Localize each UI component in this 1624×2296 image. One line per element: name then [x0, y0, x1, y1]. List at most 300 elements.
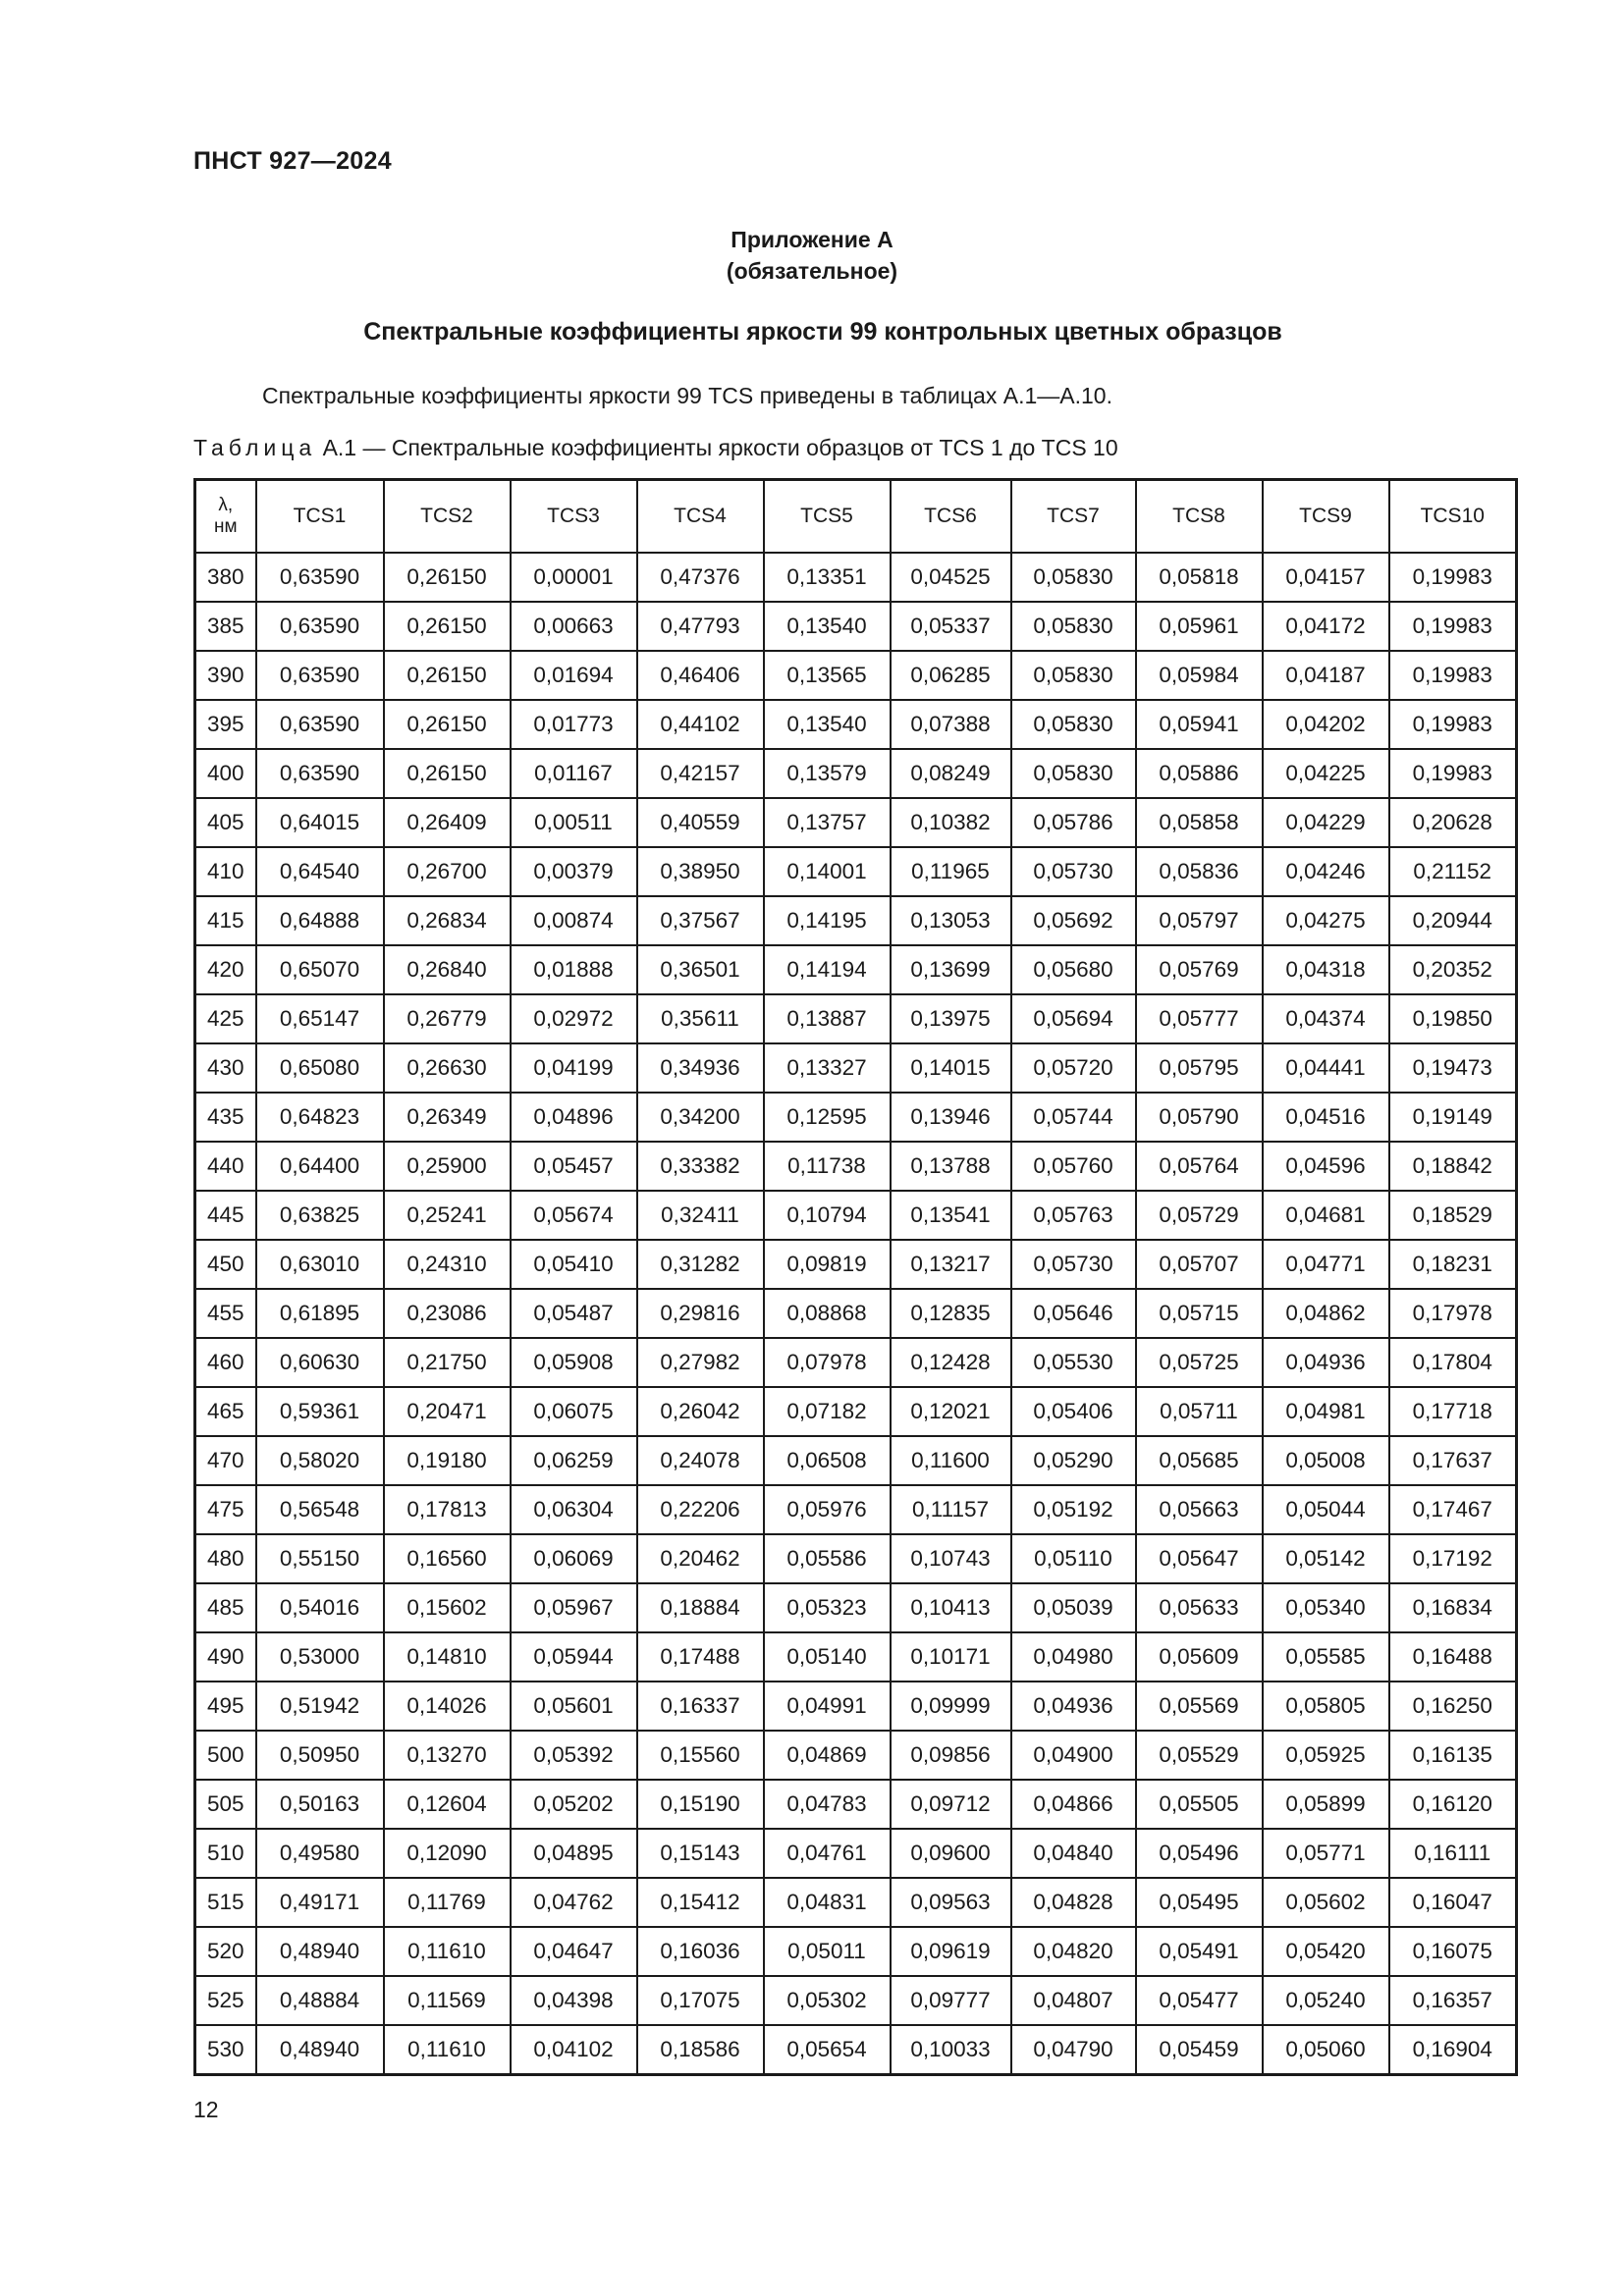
- column-header: TCS7: [1011, 480, 1136, 554]
- value-cell: 0,17488: [637, 1632, 764, 1682]
- table-row: [195, 1927, 1517, 1976]
- value-cell: 0,04895: [511, 1829, 637, 1878]
- value-cell: 0,26700: [384, 847, 511, 896]
- value-cell: 0,24310: [384, 1240, 511, 1289]
- value-cell: 0,04900: [1011, 1731, 1136, 1780]
- value-cell: 0,00379: [511, 847, 637, 896]
- value-cell: 0,11600: [891, 1436, 1011, 1485]
- value-cell: 0,10171: [891, 1632, 1011, 1682]
- value-cell: 0,06508: [764, 1436, 891, 1485]
- value-cell: 0,13351: [764, 553, 891, 602]
- value-cell: 0,21750: [384, 1338, 511, 1387]
- value-cell: 0,59361: [256, 1387, 384, 1436]
- value-cell: 0,05729: [1136, 1191, 1263, 1240]
- value-cell: 0,00511: [511, 798, 637, 847]
- value-cell: 0,63590: [256, 700, 384, 749]
- value-cell: 0,17978: [1389, 1289, 1517, 1338]
- table-row: [195, 1829, 1517, 1878]
- wavelength-cell: 425: [195, 994, 256, 1043]
- value-cell: 0,01888: [511, 945, 637, 994]
- value-cell: 0,16036: [637, 1927, 764, 1976]
- appendix-heading: [0, 224, 1624, 287]
- value-cell: 0,05529: [1136, 1731, 1263, 1780]
- value-cell: 0,13757: [764, 798, 891, 847]
- value-cell: 0,58020: [256, 1436, 384, 1485]
- value-cell: 0,05601: [511, 1682, 637, 1731]
- value-cell: 0,14015: [891, 1043, 1011, 1093]
- value-cell: 0,64888: [256, 896, 384, 945]
- value-cell: 0,42157: [637, 749, 764, 798]
- value-cell: 0,05707: [1136, 1240, 1263, 1289]
- value-cell: 0,04980: [1011, 1632, 1136, 1682]
- value-cell: 0,05240: [1263, 1976, 1389, 2025]
- value-cell: 0,56548: [256, 1485, 384, 1534]
- value-cell: 0,05459: [1136, 2025, 1263, 2075]
- value-cell: 0,05674: [511, 1191, 637, 1240]
- value-cell: 0,02972: [511, 994, 637, 1043]
- value-cell: 0,40559: [637, 798, 764, 847]
- value-cell: 0,22206: [637, 1485, 764, 1534]
- value-cell: 0,34936: [637, 1043, 764, 1093]
- value-cell: 0,26834: [384, 896, 511, 945]
- value-cell: 0,16357: [1389, 1976, 1517, 2025]
- value-cell: 0,05680: [1011, 945, 1136, 994]
- value-cell: 0,05984: [1136, 651, 1263, 700]
- value-cell: 0,04398: [511, 1976, 637, 2025]
- value-cell: 0,04102: [511, 2025, 637, 2075]
- wavelength-cell: 475: [195, 1485, 256, 1534]
- value-cell: 0,37567: [637, 896, 764, 945]
- value-cell: 0,05585: [1263, 1632, 1389, 1682]
- value-cell: 0,17718: [1389, 1387, 1517, 1436]
- value-cell: 0,21152: [1389, 847, 1517, 896]
- value-cell: 0,16337: [637, 1682, 764, 1731]
- value-cell: 0,17467: [1389, 1485, 1517, 1534]
- table-row: [195, 1191, 1517, 1240]
- table-caption-text: А.1 — Спектральные коэффициенты яркости образцов от TCS 1 до TCS 10: [322, 435, 1118, 460]
- value-cell: 0,05899: [1263, 1780, 1389, 1829]
- value-cell: 0,04981: [1263, 1387, 1389, 1436]
- value-cell: 0,04783: [764, 1780, 891, 1829]
- value-cell: 0,05941: [1136, 700, 1263, 749]
- value-cell: 0,05795: [1136, 1043, 1263, 1093]
- value-cell: 0,12090: [384, 1829, 511, 1878]
- value-cell: 0,09712: [891, 1780, 1011, 1829]
- value-cell: 0,06075: [511, 1387, 637, 1436]
- value-cell: 0,13541: [891, 1191, 1011, 1240]
- value-cell: 0,64823: [256, 1093, 384, 1142]
- value-cell: 0,10382: [891, 798, 1011, 847]
- value-cell: 0,04771: [1263, 1240, 1389, 1289]
- value-cell: 0,26840: [384, 945, 511, 994]
- wavelength-cell: 490: [195, 1632, 256, 1682]
- value-cell: 0,05392: [511, 1731, 637, 1780]
- value-cell: 0,05505: [1136, 1780, 1263, 1829]
- value-cell: 0,63825: [256, 1191, 384, 1240]
- value-cell: 0,04862: [1263, 1289, 1389, 1338]
- value-cell: 0,05692: [1011, 896, 1136, 945]
- value-cell: 0,05495: [1136, 1878, 1263, 1927]
- value-cell: 0,04246: [1263, 847, 1389, 896]
- value-cell: 0,26150: [384, 700, 511, 749]
- value-cell: 0,35611: [637, 994, 764, 1043]
- value-cell: 0,05496: [1136, 1829, 1263, 1878]
- value-cell: 0,26150: [384, 553, 511, 602]
- value-cell: 0,09563: [891, 1878, 1011, 1927]
- value-cell: 0,05730: [1011, 1240, 1136, 1289]
- table-header-row: [195, 480, 1517, 554]
- value-cell: 0,26409: [384, 798, 511, 847]
- value-cell: 0,05406: [1011, 1387, 1136, 1436]
- wavelength-cell: 405: [195, 798, 256, 847]
- wavelength-cell: 500: [195, 1731, 256, 1780]
- value-cell: 0,04441: [1263, 1043, 1389, 1093]
- value-cell: 0,16120: [1389, 1780, 1517, 1829]
- value-cell: 0,04596: [1263, 1142, 1389, 1191]
- value-cell: 0,12604: [384, 1780, 511, 1829]
- value-cell: 0,05976: [764, 1485, 891, 1534]
- value-cell: 0,01694: [511, 651, 637, 700]
- table-row: [195, 1731, 1517, 1780]
- value-cell: 0,05323: [764, 1583, 891, 1632]
- value-cell: 0,04681: [1263, 1191, 1389, 1240]
- value-cell: 0,19983: [1389, 602, 1517, 651]
- value-cell: 0,05569: [1136, 1682, 1263, 1731]
- value-cell: 0,05609: [1136, 1632, 1263, 1682]
- value-cell: 0,19983: [1389, 553, 1517, 602]
- value-cell: 0,53000: [256, 1632, 384, 1682]
- value-cell: 0,48940: [256, 1927, 384, 1976]
- value-cell: 0,18231: [1389, 1240, 1517, 1289]
- value-cell: 0,04172: [1263, 602, 1389, 651]
- value-cell: 0,05760: [1011, 1142, 1136, 1191]
- table-row: [195, 1534, 1517, 1583]
- value-cell: 0,05647: [1136, 1534, 1263, 1583]
- value-cell: 0,64015: [256, 798, 384, 847]
- value-cell: 0,13579: [764, 749, 891, 798]
- value-cell: 0,11738: [764, 1142, 891, 1191]
- value-cell: 0,04199: [511, 1043, 637, 1093]
- table-row: [195, 1976, 1517, 2025]
- value-cell: 0,10413: [891, 1583, 1011, 1632]
- table-row: [195, 1583, 1517, 1632]
- value-cell: 0,27982: [637, 1338, 764, 1387]
- value-cell: 0,26779: [384, 994, 511, 1043]
- value-cell: 0,60630: [256, 1338, 384, 1387]
- value-cell: 0,04866: [1011, 1780, 1136, 1829]
- value-cell: 0,05654: [764, 2025, 891, 2075]
- table-row: [195, 1043, 1517, 1093]
- value-cell: 0,05340: [1263, 1583, 1389, 1632]
- column-header: TCS10: [1389, 480, 1517, 554]
- value-cell: 0,55150: [256, 1534, 384, 1583]
- column-header: TCS9: [1263, 480, 1389, 554]
- value-cell: 0,19180: [384, 1436, 511, 1485]
- value-cell: 0,16075: [1389, 1927, 1517, 1976]
- table-row: [195, 1485, 1517, 1534]
- value-cell: 0,01167: [511, 749, 637, 798]
- value-cell: 0,12835: [891, 1289, 1011, 1338]
- wavelength-cell: 450: [195, 1240, 256, 1289]
- value-cell: 0,17075: [637, 1976, 764, 2025]
- value-cell: 0,20628: [1389, 798, 1517, 847]
- value-cell: 0,04374: [1263, 994, 1389, 1043]
- value-cell: 0,05477: [1136, 1976, 1263, 2025]
- value-cell: 0,19983: [1389, 700, 1517, 749]
- value-cell: 0,61895: [256, 1289, 384, 1338]
- value-cell: 0,19149: [1389, 1093, 1517, 1142]
- value-cell: 0,19473: [1389, 1043, 1517, 1093]
- wavelength-cell: 445: [195, 1191, 256, 1240]
- wavelength-cell: 480: [195, 1534, 256, 1583]
- wavelength-cell: 520: [195, 1927, 256, 1976]
- value-cell: 0,18884: [637, 1583, 764, 1632]
- value-cell: 0,04840: [1011, 1829, 1136, 1878]
- wavelength-cell: 510: [195, 1829, 256, 1878]
- value-cell: 0,63590: [256, 651, 384, 700]
- value-cell: 0,11610: [384, 1927, 511, 1976]
- column-header: TCS5: [764, 480, 891, 554]
- table-row: [195, 553, 1517, 602]
- value-cell: 0,05039: [1011, 1583, 1136, 1632]
- wavelength-cell: 430: [195, 1043, 256, 1093]
- value-cell: 0,05836: [1136, 847, 1263, 896]
- value-cell: 0,13975: [891, 994, 1011, 1043]
- value-cell: 0,05886: [1136, 749, 1263, 798]
- value-cell: 0,00001: [511, 553, 637, 602]
- value-cell: 0,18842: [1389, 1142, 1517, 1191]
- value-cell: 0,10743: [891, 1534, 1011, 1583]
- value-cell: 0,16250: [1389, 1682, 1517, 1731]
- column-header: TCS4: [637, 480, 764, 554]
- value-cell: 0,17813: [384, 1485, 511, 1534]
- wavelength-header-unit: нм: [213, 516, 238, 537]
- value-cell: 0,05410: [511, 1240, 637, 1289]
- wavelength-cell: 440: [195, 1142, 256, 1191]
- table-row: [195, 1387, 1517, 1436]
- table-row: [195, 1780, 1517, 1829]
- value-cell: 0,13217: [891, 1240, 1011, 1289]
- value-cell: 0,16904: [1389, 2025, 1517, 2075]
- table-row: [195, 1240, 1517, 1289]
- value-cell: 0,04516: [1263, 1093, 1389, 1142]
- value-cell: 0,07182: [764, 1387, 891, 1436]
- value-cell: 0,05457: [511, 1142, 637, 1191]
- wavelength-header: [195, 480, 256, 554]
- value-cell: 0,14194: [764, 945, 891, 994]
- table-row: [195, 1289, 1517, 1338]
- value-cell: 0,05110: [1011, 1534, 1136, 1583]
- value-cell: 0,04318: [1263, 945, 1389, 994]
- table-row: [195, 994, 1517, 1043]
- value-cell: 0,11569: [384, 1976, 511, 2025]
- value-cell: 0,05771: [1263, 1829, 1389, 1878]
- wavelength-cell: 515: [195, 1878, 256, 1927]
- value-cell: 0,04157: [1263, 553, 1389, 602]
- value-cell: 0,04828: [1011, 1878, 1136, 1927]
- value-cell: 0,26042: [637, 1387, 764, 1436]
- document-code: ПНСТ 927—2024: [193, 147, 392, 175]
- value-cell: 0,36501: [637, 945, 764, 994]
- value-cell: 0,05711: [1136, 1387, 1263, 1436]
- value-cell: 0,04525: [891, 553, 1011, 602]
- value-cell: 0,06069: [511, 1534, 637, 1583]
- value-cell: 0,54016: [256, 1583, 384, 1632]
- value-cell: 0,05744: [1011, 1093, 1136, 1142]
- value-cell: 0,19850: [1389, 994, 1517, 1043]
- value-cell: 0,11157: [891, 1485, 1011, 1534]
- value-cell: 0,49580: [256, 1829, 384, 1878]
- value-cell: 0,05805: [1263, 1682, 1389, 1731]
- appendix-title: Приложение А: [731, 227, 893, 252]
- value-cell: 0,05337: [891, 602, 1011, 651]
- wavelength-cell: 390: [195, 651, 256, 700]
- value-cell: 0,25241: [384, 1191, 511, 1240]
- column-header: TCS2: [384, 480, 511, 554]
- value-cell: 0,20462: [637, 1534, 764, 1583]
- value-cell: 0,05011: [764, 1927, 891, 1976]
- table-row: [195, 945, 1517, 994]
- table-row: [195, 1338, 1517, 1387]
- value-cell: 0,04225: [1263, 749, 1389, 798]
- value-cell: 0,05830: [1011, 700, 1136, 749]
- value-cell: 0,13699: [891, 945, 1011, 994]
- value-cell: 0,16560: [384, 1534, 511, 1583]
- value-cell: 0,05730: [1011, 847, 1136, 896]
- table-caption-label: Таблица: [193, 435, 317, 460]
- value-cell: 0,12021: [891, 1387, 1011, 1436]
- value-cell: 0,38950: [637, 847, 764, 896]
- value-cell: 0,06285: [891, 651, 1011, 700]
- value-cell: 0,05961: [1136, 602, 1263, 651]
- value-cell: 0,13540: [764, 602, 891, 651]
- value-cell: 0,10033: [891, 2025, 1011, 2075]
- value-cell: 0,04869: [764, 1731, 891, 1780]
- value-cell: 0,05602: [1263, 1878, 1389, 1927]
- value-cell: 0,51942: [256, 1682, 384, 1731]
- value-cell: 0,14195: [764, 896, 891, 945]
- value-cell: 0,05008: [1263, 1436, 1389, 1485]
- value-cell: 0,24078: [637, 1436, 764, 1485]
- value-cell: 0,17804: [1389, 1338, 1517, 1387]
- value-cell: 0,16834: [1389, 1583, 1517, 1632]
- value-cell: 0,05586: [764, 1534, 891, 1583]
- table-row: [195, 1093, 1517, 1142]
- value-cell: 0,11769: [384, 1878, 511, 1927]
- value-cell: 0,04202: [1263, 700, 1389, 749]
- value-cell: 0,13053: [891, 896, 1011, 945]
- intro-paragraph: Спектральные коэффициенты яркости 99 TCS приведены в таблицах А.1—А.10.: [262, 383, 1112, 408]
- value-cell: 0,65070: [256, 945, 384, 994]
- value-cell: 0,05830: [1011, 602, 1136, 651]
- value-cell: 0,63010: [256, 1240, 384, 1289]
- wavelength-cell: 495: [195, 1682, 256, 1731]
- value-cell: 0,05797: [1136, 896, 1263, 945]
- value-cell: 0,05420: [1263, 1927, 1389, 1976]
- value-cell: 0,05764: [1136, 1142, 1263, 1191]
- value-cell: 0,09600: [891, 1829, 1011, 1878]
- value-cell: 0,05302: [764, 1976, 891, 2025]
- value-cell: 0,65080: [256, 1043, 384, 1093]
- value-cell: 0,64540: [256, 847, 384, 896]
- value-cell: 0,12428: [891, 1338, 1011, 1387]
- value-cell: 0,06304: [511, 1485, 637, 1534]
- value-cell: 0,63590: [256, 602, 384, 651]
- value-cell: 0,05967: [511, 1583, 637, 1632]
- value-cell: 0,15602: [384, 1583, 511, 1632]
- value-cell: 0,15190: [637, 1780, 764, 1829]
- wavelength-cell: 410: [195, 847, 256, 896]
- value-cell: 0,17192: [1389, 1534, 1517, 1583]
- value-cell: 0,00663: [511, 602, 637, 651]
- value-cell: 0,12595: [764, 1093, 891, 1142]
- value-cell: 0,15143: [637, 1829, 764, 1878]
- value-cell: 0,05925: [1263, 1731, 1389, 1780]
- value-cell: 0,63590: [256, 553, 384, 602]
- value-cell: 0,05725: [1136, 1338, 1263, 1387]
- value-cell: 0,05769: [1136, 945, 1263, 994]
- table-row: [195, 1436, 1517, 1485]
- value-cell: 0,05830: [1011, 553, 1136, 602]
- value-cell: 0,63590: [256, 749, 384, 798]
- table-body: [195, 553, 1517, 2075]
- value-cell: 0,11965: [891, 847, 1011, 896]
- section-title: [0, 318, 1624, 347]
- value-cell: 0,05487: [511, 1289, 637, 1338]
- wavelength-header-symbol: λ,: [218, 495, 234, 515]
- value-cell: 0,04820: [1011, 1927, 1136, 1976]
- table-row: [195, 847, 1517, 896]
- value-cell: 0,05786: [1011, 798, 1136, 847]
- value-cell: 0,13540: [764, 700, 891, 749]
- value-cell: 0,19983: [1389, 651, 1517, 700]
- value-cell: 0,05060: [1263, 2025, 1389, 2075]
- value-cell: 0,13270: [384, 1731, 511, 1780]
- value-cell: 0,13327: [764, 1043, 891, 1093]
- value-cell: 0,50163: [256, 1780, 384, 1829]
- wavelength-cell: 415: [195, 896, 256, 945]
- value-cell: 0,05663: [1136, 1485, 1263, 1534]
- value-cell: 0,04229: [1263, 798, 1389, 847]
- value-cell: 0,15412: [637, 1878, 764, 1927]
- value-cell: 0,05720: [1011, 1043, 1136, 1093]
- value-cell: 0,49171: [256, 1878, 384, 1927]
- value-cell: 0,04896: [511, 1093, 637, 1142]
- table-row: [195, 2025, 1517, 2075]
- value-cell: 0,04807: [1011, 1976, 1136, 2025]
- value-cell: 0,05685: [1136, 1436, 1263, 1485]
- value-cell: 0,08249: [891, 749, 1011, 798]
- section-title-text: Спектральные коэффициенты яркости 99 контрольных цветных образцов: [363, 318, 1282, 346]
- table-row: [195, 700, 1517, 749]
- value-cell: 0,06259: [511, 1436, 637, 1485]
- appendix-status: (обязательное): [726, 258, 898, 284]
- value-cell: 0,07978: [764, 1338, 891, 1387]
- wavelength-cell: 505: [195, 1780, 256, 1829]
- value-cell: 0,10794: [764, 1191, 891, 1240]
- value-cell: 0,09777: [891, 1976, 1011, 2025]
- value-cell: 0,07388: [891, 700, 1011, 749]
- value-cell: 0,48940: [256, 2025, 384, 2075]
- value-cell: 0,20944: [1389, 896, 1517, 945]
- value-cell: 0,09819: [764, 1240, 891, 1289]
- value-cell: 0,04187: [1263, 651, 1389, 700]
- value-cell: 0,18586: [637, 2025, 764, 2075]
- value-cell: 0,13565: [764, 651, 891, 700]
- table-row: [195, 896, 1517, 945]
- value-cell: 0,15560: [637, 1731, 764, 1780]
- value-cell: 0,29816: [637, 1289, 764, 1338]
